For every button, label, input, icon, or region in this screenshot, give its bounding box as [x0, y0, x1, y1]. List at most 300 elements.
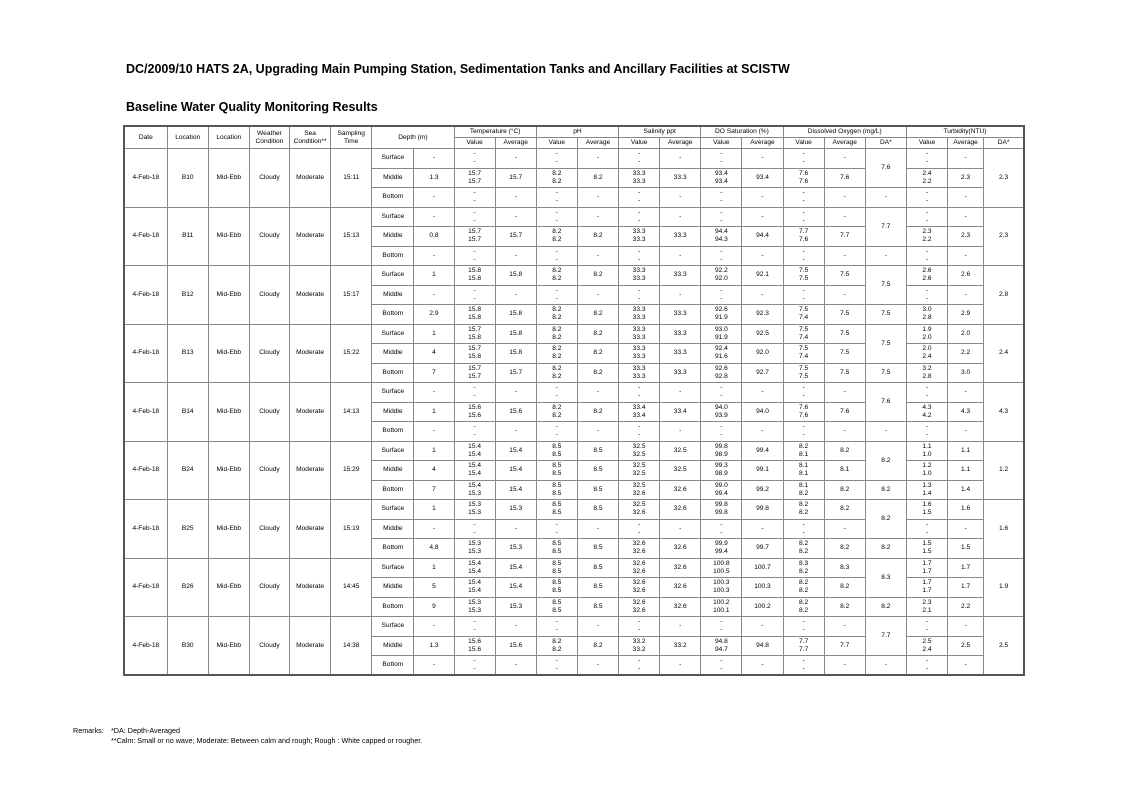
do-saturation-value: [701, 441, 742, 461]
dissolved-oxygen-average: 7.7: [824, 227, 865, 247]
date-cell: 4-Feb-18: [124, 266, 167, 325]
ph-value-reading: -: [555, 665, 558, 672]
turbidity-value-reading: -: [925, 423, 929, 431]
sampling-time-cell: 15:19: [331, 500, 372, 559]
temperature-value-reading: 15.8: [468, 306, 481, 314]
depth-value-cell: 1: [414, 402, 454, 422]
salinity-value: [619, 500, 660, 520]
ph-average: 8.5: [577, 461, 618, 481]
turbidity-value-reading: -: [925, 216, 929, 224]
dissolved-oxygen-da: 7.7: [865, 207, 906, 246]
turbidity-value-reading: 1.0: [922, 450, 932, 458]
ph-value: [536, 344, 577, 364]
dissolved-oxygen-value: [783, 188, 824, 208]
do-saturation-value-reading: -: [720, 392, 723, 400]
remarks-label: Remarks:: [73, 726, 104, 735]
dissolved-oxygen-value-reading: 8.2: [799, 587, 809, 595]
salinity-value-reading: -: [637, 665, 641, 672]
ph-value-reading: 8.5: [552, 470, 562, 478]
salinity-average: 32.6: [660, 480, 701, 500]
do-saturation-value-reading: 99.4: [714, 489, 728, 497]
temperature-value: [454, 558, 495, 578]
do-saturation-value-reading: -: [720, 520, 723, 528]
temperature-value-reading: -: [473, 423, 476, 431]
ph-value-reading: -: [555, 247, 558, 255]
turbidity-value-reading: -: [925, 618, 929, 626]
turbidity-average: -: [948, 149, 984, 169]
ph-average: 8.5: [577, 558, 618, 578]
dissolved-oxygen-average: 8.2: [824, 441, 865, 461]
do-saturation-value: [701, 246, 742, 266]
ph-average: -: [577, 617, 618, 637]
do-saturation-value-reading: -: [720, 255, 723, 263]
salinity-value-reading: 33.3: [632, 353, 646, 361]
do-saturation-value-reading: 92.6: [714, 364, 728, 372]
ph-average: 8.2: [577, 402, 618, 422]
depth-value-cell: 0.8: [414, 227, 454, 247]
salinity-value-reading: 32.6: [632, 598, 646, 606]
depth-value-cell: 5: [414, 578, 454, 598]
sampling-time-cell: 15:29: [331, 441, 372, 500]
weather-cell: Cloudy: [249, 617, 289, 676]
do-saturation-value-reading: 94.3: [714, 236, 728, 244]
ph-value-reading: 8.5: [552, 509, 562, 517]
ph-value-reading: -: [555, 286, 558, 294]
table-body: [124, 149, 1024, 676]
do-saturation-value-reading: 91.9: [714, 333, 728, 341]
depth-level-cell: Bottom: [372, 305, 414, 325]
ph-value-reading: -: [555, 384, 558, 392]
dissolved-oxygen-value: [783, 480, 824, 500]
depth-level-cell: Bottom: [372, 539, 414, 559]
depth-level-cell: Bottom: [372, 597, 414, 617]
temperature-value-reading: -: [473, 520, 476, 528]
do-saturation-average: 93.4: [742, 168, 783, 188]
ph-value: [536, 461, 577, 481]
turbidity-average: 1.7: [948, 578, 984, 598]
temperature-value: [454, 461, 495, 481]
temperature-value-reading: -: [473, 384, 476, 392]
ph-value: [536, 636, 577, 656]
do-saturation-average: 92.3: [742, 305, 783, 325]
turbidity-value-reading: 4.2: [922, 411, 932, 419]
table-row: [124, 558, 1024, 578]
depth-value-cell: 2.9: [414, 305, 454, 325]
temperature-value-reading: 15.3: [468, 548, 481, 556]
do-saturation-average: 92.7: [742, 363, 783, 383]
dissolved-oxygen-da: 7.6: [865, 383, 906, 422]
depth-level-cell: Middle: [372, 344, 414, 364]
depth-value-cell: 1: [414, 558, 454, 578]
dissolved-oxygen-da-bottom: -: [865, 188, 906, 208]
temperature-average: 15.7: [495, 168, 536, 188]
ph-average: -: [577, 519, 618, 539]
temperature-value-reading: -: [473, 618, 476, 626]
ph-average: 8.5: [577, 480, 618, 500]
do-saturation-value: [701, 597, 742, 617]
turbidity-da: 2.3: [984, 149, 1024, 208]
do-saturation-value-reading: 93.4: [714, 177, 728, 185]
dissolved-oxygen-value: [783, 597, 824, 617]
do-saturation-value-reading: -: [720, 150, 723, 158]
dissolved-oxygen-value-reading: 7.6: [799, 169, 809, 177]
temperature-value: [454, 188, 495, 208]
do-saturation-value-reading: 100.1: [713, 606, 730, 614]
dissolved-oxygen-value-reading: -: [802, 520, 805, 528]
ph-average: 8.5: [577, 500, 618, 520]
ph-value-reading: 8.2: [552, 325, 562, 333]
dissolved-oxygen-average: 7.7: [824, 636, 865, 656]
dissolved-oxygen-average: 7.5: [824, 305, 865, 325]
do-saturation-value-reading: 99.8: [714, 501, 728, 509]
ph-value: [536, 441, 577, 461]
do-saturation-average: 99.2: [742, 480, 783, 500]
turbidity-value-reading: -: [925, 208, 929, 216]
dissolved-oxygen-da: 8.3: [865, 558, 906, 597]
dissolved-oxygen-average: 8.2: [824, 500, 865, 520]
dissolved-oxygen-value-reading: 8.2: [799, 540, 809, 548]
ph-value-reading: -: [555, 255, 558, 263]
tide-cell: Mid-Ebb: [208, 207, 249, 266]
subcol-average: Average: [660, 138, 701, 149]
temperature-value: [454, 422, 495, 442]
col-depth: Depth (m): [372, 126, 454, 149]
temperature-value-reading: -: [473, 158, 476, 166]
salinity-value-reading: -: [637, 294, 641, 302]
dissolved-oxygen-value-reading: 7.5: [799, 325, 809, 333]
temperature-value: [454, 519, 495, 539]
salinity-value-reading: -: [637, 618, 641, 626]
dissolved-oxygen-value: [783, 617, 824, 637]
turbidity-value-reading: 1.5: [922, 509, 932, 517]
ph-value-reading: 8.2: [552, 364, 562, 372]
salinity-value-reading: 33.2: [632, 645, 646, 653]
do-saturation-value: [701, 324, 742, 344]
dissolved-oxygen-value-reading: 8.2: [799, 442, 809, 450]
salinity-value: [619, 558, 660, 578]
turbidity-average: 2.3: [948, 168, 984, 188]
salinity-average: 33.3: [660, 266, 701, 286]
location-cell: B10: [167, 149, 208, 208]
subcol-da: DA*: [865, 138, 906, 149]
depth-value-cell: -: [414, 149, 454, 169]
sea-condition-cell: Moderate: [290, 149, 331, 208]
do-saturation-value-reading: 91.9: [714, 314, 728, 322]
salinity-value-reading: 32.5: [632, 462, 646, 470]
ph-value: [536, 480, 577, 500]
dissolved-oxygen-average: 7.6: [824, 402, 865, 422]
depth-value-cell: -: [414, 207, 454, 227]
depth-value-cell: 4.8: [414, 539, 454, 559]
depth-value-cell: -: [414, 617, 454, 637]
ph-average: 8.2: [577, 305, 618, 325]
subcol-value: Value: [783, 138, 824, 149]
salinity-value-reading: -: [637, 520, 641, 528]
ph-value: [536, 500, 577, 520]
do-saturation-value-reading: -: [720, 208, 723, 216]
dissolved-oxygen-value: [783, 363, 824, 383]
ph-average: 8.5: [577, 578, 618, 598]
temperature-value-reading: -: [473, 255, 476, 263]
do-saturation-value-reading: -: [720, 657, 723, 664]
weather-cell: Cloudy: [249, 558, 289, 617]
dissolved-oxygen-da: 8.2: [865, 441, 906, 480]
col-sampling: Sampling Time: [331, 126, 372, 149]
col-ph: pH: [536, 126, 618, 138]
salinity-value: [619, 168, 660, 188]
temperature-value-reading: 15.7: [468, 177, 481, 185]
do-saturation-value: [701, 383, 742, 403]
turbidity-value-reading: -: [925, 189, 929, 197]
salinity-value-reading: 32.5: [632, 470, 646, 478]
ph-value-reading: -: [555, 392, 558, 400]
turbidity-value-reading: 2.5: [922, 637, 932, 645]
table-row: [124, 500, 1024, 520]
turbidity-average: -: [948, 188, 984, 208]
temperature-value: [454, 441, 495, 461]
turbidity-value-reading: 3.2: [922, 364, 932, 372]
do-saturation-value-reading: -: [720, 423, 723, 431]
salinity-value-reading: 33.3: [632, 267, 646, 275]
dissolved-oxygen-value: [783, 344, 824, 364]
temperature-value-reading: 15.6: [468, 411, 481, 419]
turbidity-value-reading: 2.4: [922, 353, 932, 361]
sampling-time-cell: 15:17: [331, 266, 372, 325]
depth-level-cell: Middle: [372, 519, 414, 539]
do-saturation-average: 99.1: [742, 461, 783, 481]
temperature-value-reading: 15.4: [468, 470, 481, 478]
turbidity-value: [906, 363, 947, 383]
depth-value-cell: 4: [414, 461, 454, 481]
salinity-value-reading: -: [637, 255, 641, 263]
salinity-average: -: [660, 149, 701, 169]
turbidity-value: [906, 344, 947, 364]
dissolved-oxygen-value-reading: 8.2: [799, 598, 809, 606]
turbidity-value: [906, 422, 947, 442]
subcol-value: Value: [619, 138, 660, 149]
salinity-average: 33.3: [660, 363, 701, 383]
salinity-value-reading: 33.2: [632, 637, 646, 645]
ph-value-reading: 8.5: [552, 462, 562, 470]
dissolved-oxygen-da: 7.5: [865, 324, 906, 363]
salinity-value-reading: -: [637, 384, 641, 392]
temperature-value: [454, 656, 495, 676]
salinity-average: 32.6: [660, 578, 701, 598]
do-saturation-value-reading: -: [720, 216, 723, 224]
dissolved-oxygen-value-reading: 7.4: [799, 314, 809, 322]
do-saturation-value-reading: 100.3: [713, 579, 730, 587]
do-saturation-value: [701, 656, 742, 676]
depth-level-cell: Surface: [372, 441, 414, 461]
ph-value-reading: -: [555, 423, 558, 431]
do-saturation-value: [701, 402, 742, 422]
temperature-average: 15.7: [495, 227, 536, 247]
temperature-average: -: [495, 383, 536, 403]
dissolved-oxygen-da-bottom: 7.5: [865, 363, 906, 383]
turbidity-average: 3.0: [948, 363, 984, 383]
turbidity-da: 1.9: [984, 558, 1024, 617]
do-saturation-average: 100.7: [742, 558, 783, 578]
turbidity-value: [906, 246, 947, 266]
dissolved-oxygen-value: [783, 149, 824, 169]
ph-value-reading: 8.2: [552, 177, 562, 185]
tide-cell: Mid-Ebb: [208, 149, 249, 208]
dissolved-oxygen-value-reading: -: [802, 431, 805, 439]
sea-condition-cell: Moderate: [290, 266, 331, 325]
do-saturation-value-reading: 92.8: [714, 372, 728, 380]
do-saturation-value-reading: 99.8: [714, 509, 728, 517]
dissolved-oxygen-value-reading: 8.1: [799, 481, 809, 489]
salinity-average: 33.3: [660, 324, 701, 344]
salinity-value-reading: -: [637, 189, 641, 197]
ph-value-reading: 8.5: [552, 606, 562, 614]
do-saturation-average: -: [742, 656, 783, 676]
subcol-value: Value: [536, 138, 577, 149]
dissolved-oxygen-value-reading: -: [802, 384, 805, 392]
ph-average: 8.2: [577, 636, 618, 656]
sea-condition-cell: Moderate: [290, 324, 331, 383]
dissolved-oxygen-average: -: [824, 519, 865, 539]
location-cell: B13: [167, 324, 208, 383]
do-saturation-value: [701, 305, 742, 325]
temperature-value: [454, 617, 495, 637]
do-saturation-average: 99.4: [742, 441, 783, 461]
temperature-value: [454, 227, 495, 247]
temperature-value-reading: 15.8: [468, 333, 481, 341]
salinity-value-reading: 33.3: [632, 345, 646, 353]
temperature-value-reading: 15.6: [468, 645, 481, 653]
dissolved-oxygen-value: [783, 383, 824, 403]
ph-average: -: [577, 656, 618, 676]
do-saturation-value-reading: 100.3: [713, 587, 730, 595]
do-saturation-value-reading: -: [720, 197, 723, 205]
do-saturation-value-reading: 93.0: [714, 325, 728, 333]
temperature-average: -: [495, 246, 536, 266]
do-saturation-value: [701, 539, 742, 559]
do-saturation-value-reading: 94.8: [714, 637, 728, 645]
dissolved-oxygen-da-bottom: 8.2: [865, 539, 906, 559]
dissolved-oxygen-average: 7.5: [824, 266, 865, 286]
dissolved-oxygen-value-reading: 8.2: [799, 567, 809, 575]
temperature-average: -: [495, 519, 536, 539]
subcol-value: Value: [454, 138, 495, 149]
salinity-value-reading: 32.6: [632, 509, 646, 517]
location-cell: B25: [167, 500, 208, 559]
tide-cell: Mid-Ebb: [208, 441, 249, 500]
salinity-value-reading: 32.6: [632, 579, 646, 587]
ph-value-reading: 8.2: [552, 345, 562, 353]
depth-level-cell: Middle: [372, 402, 414, 422]
turbidity-average: 1.7: [948, 558, 984, 578]
col-dissolved-oxygen: Dissolved Oxygen (mg/L): [783, 126, 906, 138]
turbidity-value: [906, 636, 947, 656]
ph-value-reading: -: [555, 150, 558, 158]
ph-value: [536, 168, 577, 188]
salinity-value-reading: 32.5: [632, 481, 646, 489]
ph-value: [536, 246, 577, 266]
col-weather: Weather Condition: [249, 126, 289, 149]
temperature-value-reading: 15.7: [468, 169, 481, 177]
salinity-value: [619, 246, 660, 266]
turbidity-average: 2.0: [948, 324, 984, 344]
do-saturation-value: [701, 617, 742, 637]
do-saturation-average: -: [742, 188, 783, 208]
temperature-value: [454, 168, 495, 188]
turbidity-value-reading: 2.0: [922, 333, 932, 341]
salinity-value: [619, 578, 660, 598]
ph-value: [536, 305, 577, 325]
salinity-value-reading: 33.3: [632, 314, 646, 322]
depth-value-cell: -: [414, 188, 454, 208]
salinity-value-reading: 33.3: [632, 325, 646, 333]
dissolved-oxygen-value-reading: -: [802, 158, 805, 166]
turbidity-average: 2.2: [948, 344, 984, 364]
header-row-1: [124, 126, 1024, 138]
ph-value-reading: 8.2: [552, 333, 562, 341]
dissolved-oxygen-value: [783, 558, 824, 578]
ph-value: [536, 363, 577, 383]
ph-value-reading: 8.5: [552, 489, 562, 497]
dissolved-oxygen-value: [783, 578, 824, 598]
date-cell: 4-Feb-18: [124, 500, 167, 559]
do-saturation-value: [701, 363, 742, 383]
salinity-value-reading: 32.6: [632, 567, 646, 575]
ph-value-reading: 8.5: [552, 442, 562, 450]
temperature-average: -: [495, 656, 536, 676]
turbidity-value-reading: -: [925, 392, 929, 400]
do-saturation-value: [701, 168, 742, 188]
salinity-value-reading: 32.6: [632, 489, 646, 497]
salinity-value: [619, 597, 660, 617]
dissolved-oxygen-value: [783, 168, 824, 188]
temperature-average: 15.3: [495, 597, 536, 617]
dissolved-oxygen-value-reading: -: [802, 197, 805, 205]
salinity-value-reading: -: [637, 150, 641, 158]
temperature-value-reading: 15.3: [468, 598, 481, 606]
depth-level-cell: Bottom: [372, 363, 414, 383]
dissolved-oxygen-value-reading: 8.2: [799, 579, 809, 587]
depth-level-cell: Surface: [372, 558, 414, 578]
dissolved-oxygen-value-reading: 7.6: [799, 403, 809, 411]
turbidity-value-reading: -: [925, 431, 929, 439]
depth-value-cell: -: [414, 383, 454, 403]
do-saturation-value-reading: 100.5: [713, 567, 730, 575]
dissolved-oxygen-value-reading: -: [802, 216, 805, 224]
salinity-value-reading: -: [637, 158, 641, 166]
depth-level-cell: Bottom: [372, 656, 414, 676]
do-saturation-value-reading: 98.9: [714, 450, 728, 458]
do-saturation-average: 99.8: [742, 500, 783, 520]
ph-value: [536, 578, 577, 598]
dissolved-oxygen-average: -: [824, 207, 865, 227]
dissolved-oxygen-value-reading: 7.5: [799, 275, 809, 283]
do-saturation-value: [701, 422, 742, 442]
tide-cell: Mid-Ebb: [208, 617, 249, 676]
sampling-time-cell: 15:11: [331, 149, 372, 208]
turbidity-average: 1.1: [948, 441, 984, 461]
turbidity-value-reading: -: [925, 384, 929, 392]
date-cell: 4-Feb-18: [124, 441, 167, 500]
ph-average: -: [577, 422, 618, 442]
ph-value-reading: 8.2: [552, 411, 562, 419]
turbidity-value: [906, 149, 947, 169]
dissolved-oxygen-value: [783, 539, 824, 559]
dissolved-oxygen-value-reading: -: [802, 150, 805, 158]
sea-condition-cell: Moderate: [290, 207, 331, 266]
temperature-value: [454, 246, 495, 266]
temperature-value: [454, 383, 495, 403]
depth-value-cell: -: [414, 519, 454, 539]
